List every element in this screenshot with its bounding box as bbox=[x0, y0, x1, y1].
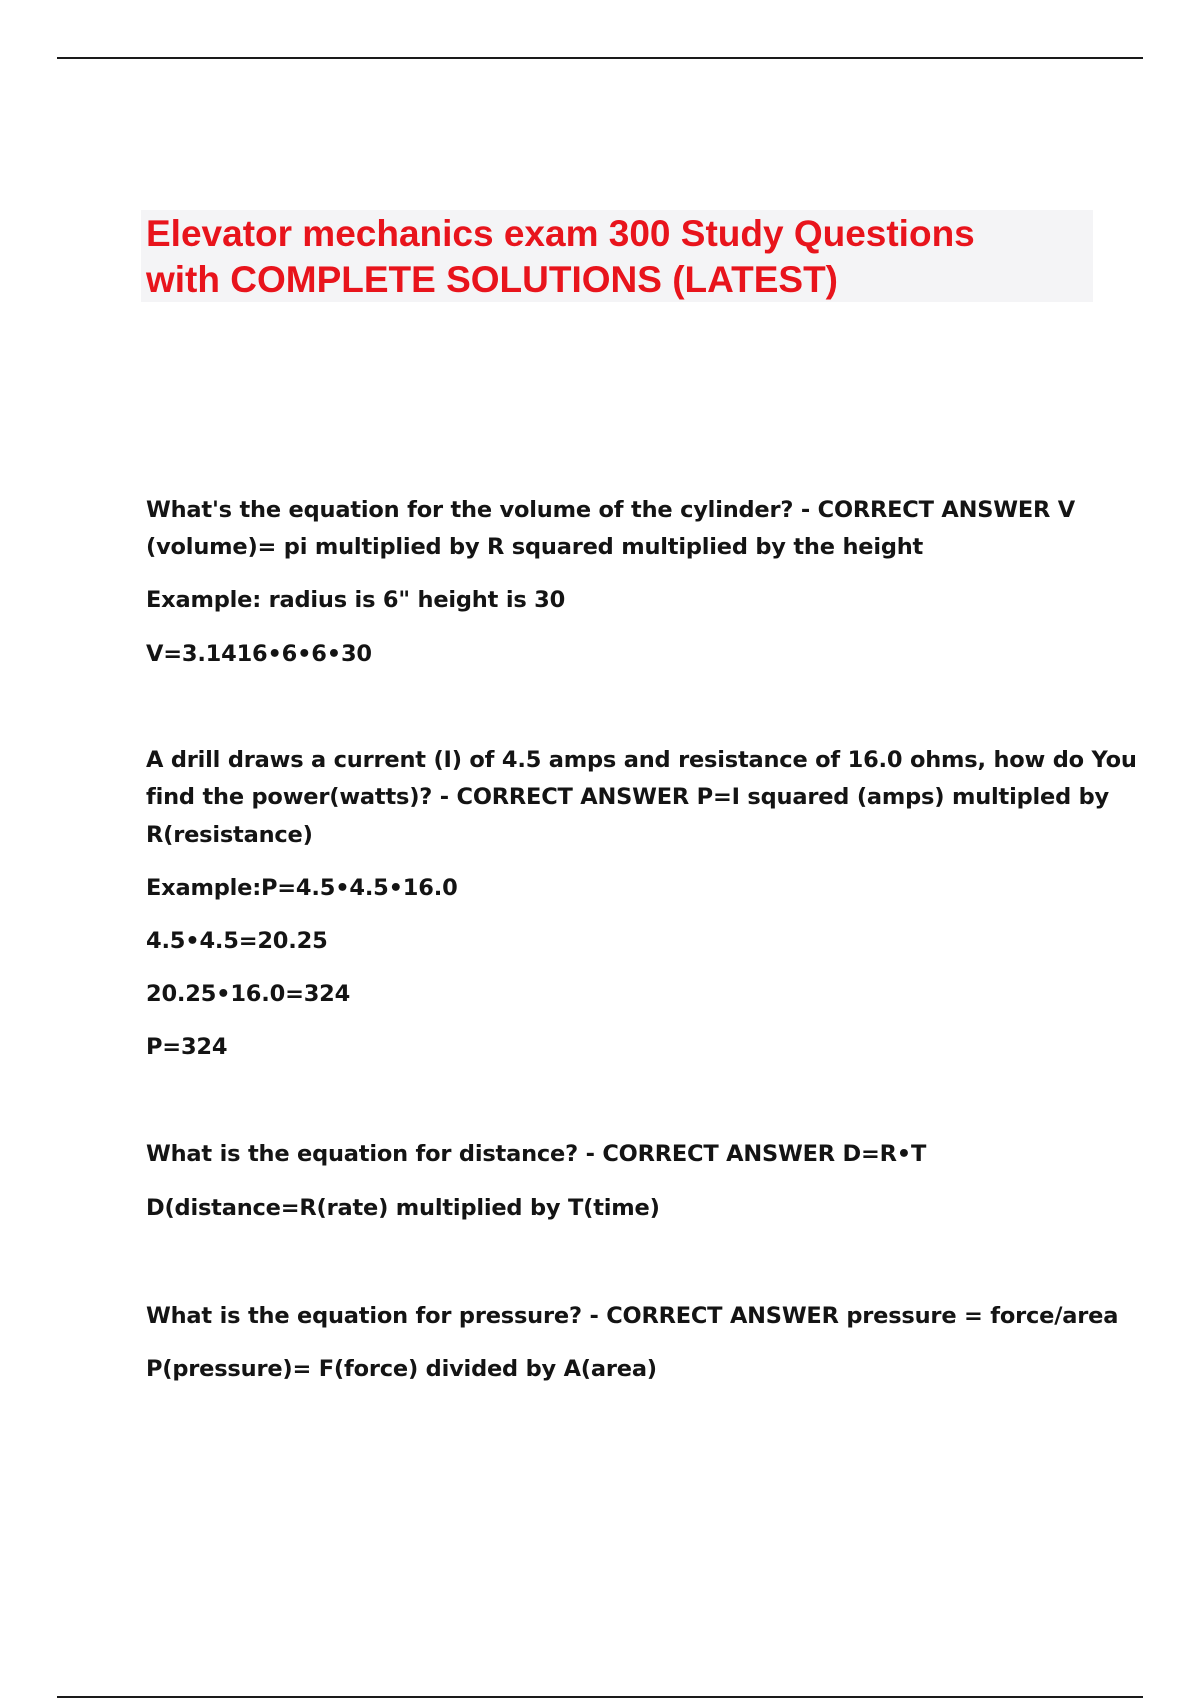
bottom-rule bbox=[57, 1696, 1143, 1698]
qa-4-line-1: What is the equation for pressure? - CORRECT ANSWER pressure = force/area bbox=[146, 1303, 1119, 1329]
top-rule bbox=[57, 57, 1143, 59]
title-line-1: Elevator mechanics exam 300 Study Questions bbox=[146, 213, 975, 254]
document-title bbox=[146, 211, 1086, 303]
qa-2-line-5: 4.5•4.5=20.25 bbox=[146, 928, 328, 954]
qa-2-line-2: find the power(watts)? - CORRECT ANSWER P=I squared (amps) multipled by bbox=[146, 784, 1109, 810]
qa-2-line-7: P=324 bbox=[146, 1034, 228, 1060]
qa-3-line-1: What is the equation for distance? - CORRECT ANSWER D=R•T bbox=[146, 1141, 927, 1167]
title-line-2: with COMPLETE SOLUTIONS (LATEST) bbox=[146, 259, 838, 300]
qa-1-line-4: V=3.1416•6•6•30 bbox=[146, 641, 372, 667]
qa-1-line-2: (volume)= pi multiplied by R squared multiplied by the height bbox=[146, 534, 924, 560]
qa-3-line-2: D(distance=R(rate) multiplied by T(time) bbox=[146, 1195, 660, 1221]
qa-2-line-1: A drill draws a current (I) of 4.5 amps and resistance of 16.0 ohms, how do You bbox=[146, 747, 1137, 773]
qa-1-line-3: Example: radius is 6" height is 30 bbox=[146, 587, 566, 613]
qa-2-line-4: Example:P=4.5•4.5•16.0 bbox=[146, 875, 458, 901]
qa-2-line-3: R(resistance) bbox=[146, 822, 313, 848]
qa-1-line-1: What's the equation for the volume of the cylinder? - CORRECT ANSWER V bbox=[146, 497, 1076, 523]
qa-4-line-2: P(pressure)= F(force) divided by A(area) bbox=[146, 1356, 657, 1382]
qa-2-line-6: 20.25•16.0=324 bbox=[146, 981, 351, 1007]
